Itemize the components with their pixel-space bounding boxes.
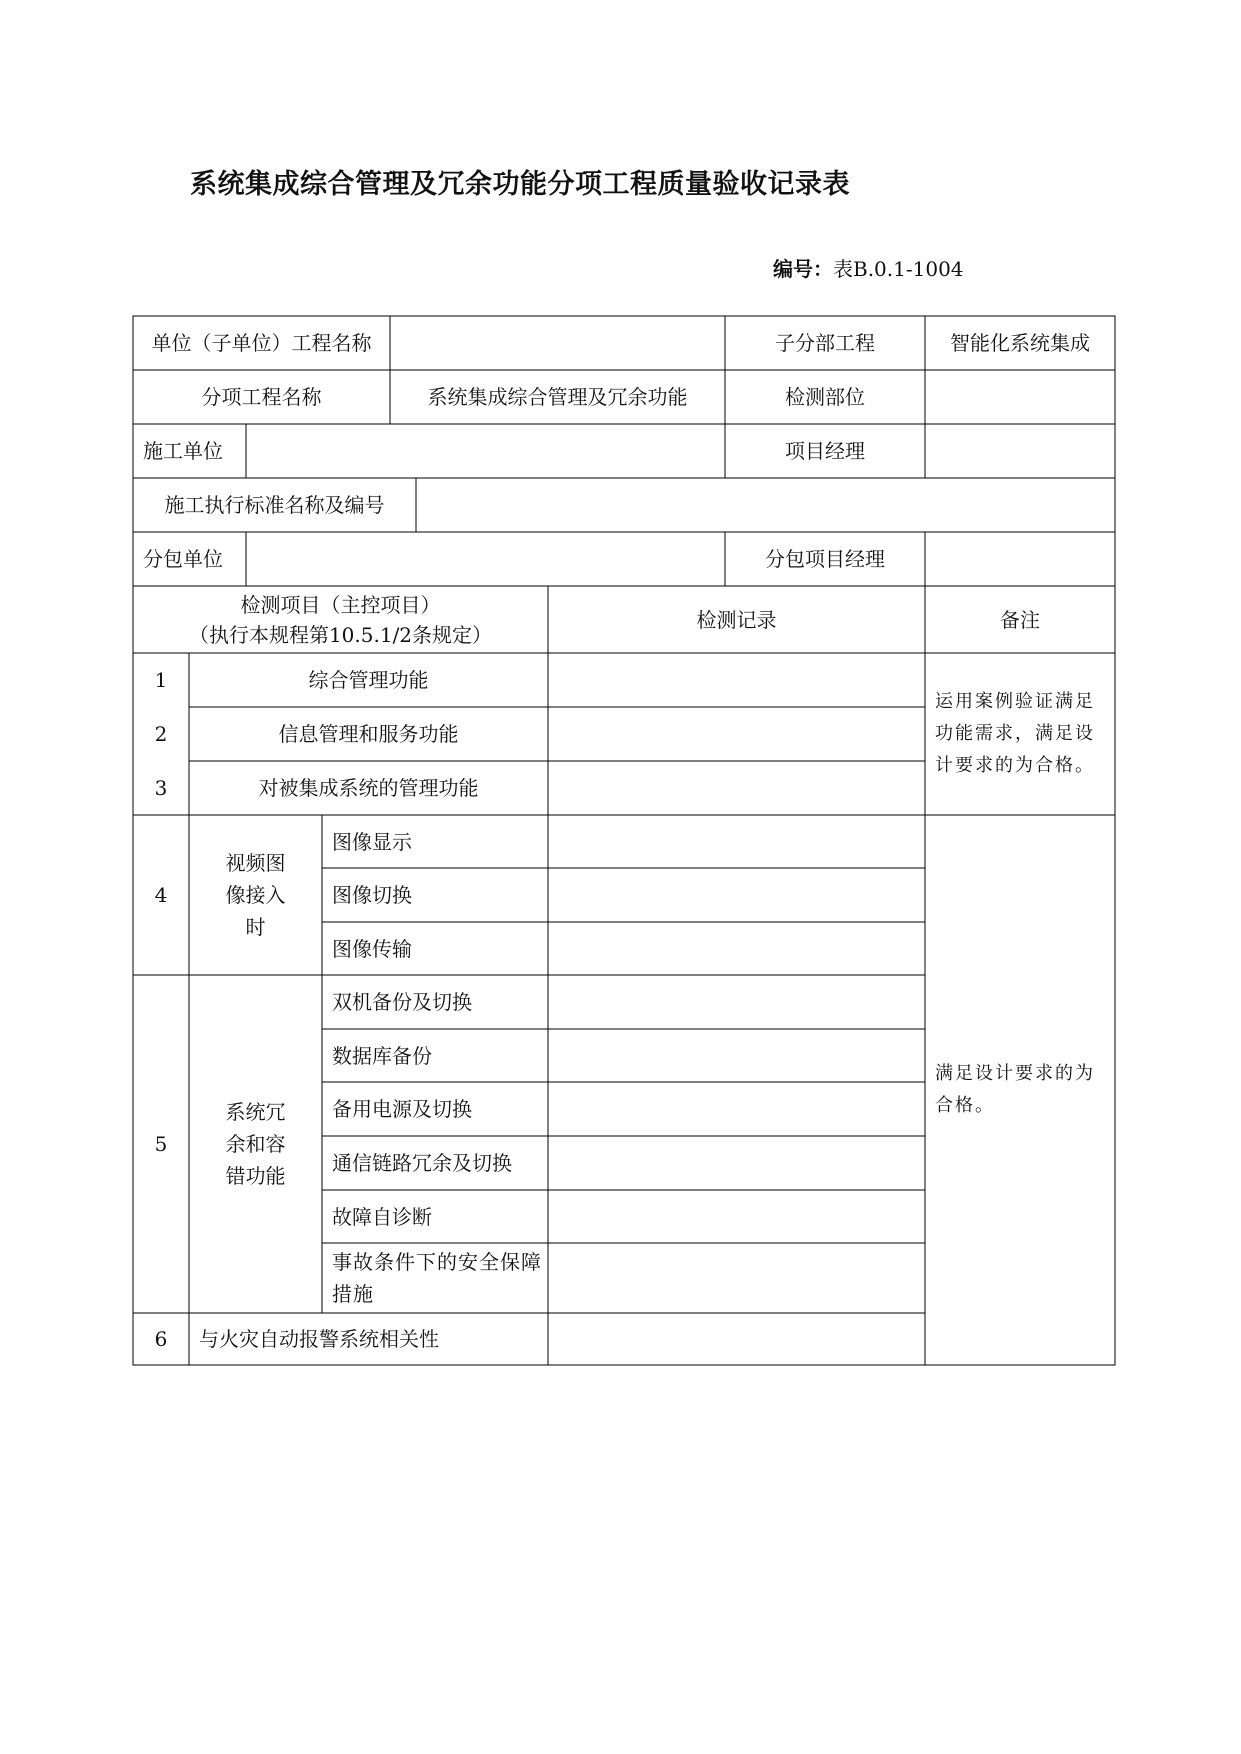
item-backup-power: 备用电源及切换 [332, 1097, 472, 1121]
inspection-item-header [133, 586, 548, 653]
item-link-redundancy: 通信链路冗余及切换 [332, 1151, 512, 1175]
record-field[interactable] [548, 1313, 925, 1365]
record-header: 检测记录 [696, 607, 777, 632]
item-comprehensive-management: 综合管理功能 [308, 668, 429, 692]
subcontractor-label: 分包单位 [143, 547, 223, 571]
item-name-value[interactable]: 系统集成综合管理及冗余功能 [427, 385, 688, 409]
remark-header: 备注 [1000, 607, 1040, 632]
record-field[interactable] [548, 1190, 925, 1243]
sub-division-value[interactable]: 智能化系统集成 [950, 331, 1090, 355]
sub-division-label: 子分部工程 [775, 331, 875, 355]
record-field[interactable] [548, 868, 925, 922]
record-field[interactable] [548, 922, 925, 975]
constructor-label: 施工单位 [143, 439, 223, 463]
inspection-item-header-line2: （执行本规程第10.5.1/2条规定） [188, 622, 493, 647]
record-field[interactable] [548, 1082, 925, 1136]
page-title: 系统集成综合管理及冗余功能分项工程质量验收记录表 [190, 169, 850, 200]
constructor-field[interactable] [246, 424, 725, 478]
record-field[interactable] [548, 653, 925, 707]
item-image-switch: 图像切换 [332, 883, 412, 907]
item-integrated-system-management: 对被集成系统的管理功能 [258, 776, 479, 800]
row-number: 2 [154, 722, 168, 746]
document-number-value: 表B.0.1-1004 [833, 257, 964, 281]
item-image-transmission: 图像传输 [332, 936, 412, 961]
row-number: 4 [154, 883, 168, 907]
row-number: 6 [154, 1327, 168, 1351]
item-image-display: 图像显示 [332, 829, 412, 854]
group-redundancy-fault-tolerance: 系统冗余和容错功能 [225, 1100, 286, 1188]
record-field[interactable] [548, 1136, 925, 1190]
record-field[interactable] [548, 1029, 925, 1082]
record-field[interactable] [548, 1243, 925, 1313]
record-field[interactable] [548, 975, 925, 1029]
row-number: 3 [154, 776, 168, 800]
sub-project-manager-label: 分包项目经理 [765, 547, 885, 571]
item-database-backup: 数据库备份 [332, 1043, 432, 1068]
standard-label: 施工执行标准名称及编号 [164, 493, 385, 517]
row-number: 5 [154, 1132, 168, 1156]
record-field[interactable] [548, 761, 925, 815]
unit-project-name-label: 单位（子单位）工程名称 [151, 331, 372, 355]
record-field[interactable] [548, 707, 925, 761]
item-safety-measures: 事故条件下的安全保障措施 [332, 1250, 542, 1306]
item-name-label: 分项工程名称 [201, 385, 322, 409]
project-manager-label: 项目经理 [785, 439, 865, 463]
item-information-service: 信息管理和服务功能 [278, 722, 459, 746]
document-number-label: 编号： [773, 257, 833, 281]
record-field[interactable] [548, 815, 925, 868]
remark-rows-4-6: 满足设计要求的为合格。 [935, 1063, 1095, 1116]
remark-rows-1-3: 运用案例验证满足功能需求，满足设计要求的为合格。 [935, 691, 1095, 776]
sub-project-manager-field[interactable] [925, 532, 1115, 586]
row-number: 1 [154, 668, 168, 692]
inspection-item-header-line1: 检测项目（主控项目） [240, 592, 441, 617]
inspection-part-label: 检测部位 [785, 385, 865, 409]
item-fire-alarm-correlation: 与火灾自动报警系统相关性 [199, 1327, 439, 1351]
item-dual-machine-backup: 双机备份及切换 [332, 990, 472, 1014]
inspection-part-field[interactable] [925, 370, 1115, 424]
item-self-diagnosis: 故障自诊断 [332, 1204, 432, 1229]
subcontractor-field[interactable] [246, 532, 725, 586]
unit-project-name-field[interactable] [390, 316, 725, 370]
standard-field[interactable] [416, 478, 1115, 532]
project-manager-field[interactable] [925, 424, 1115, 478]
group-video-access: 视频图像接入时 [225, 851, 286, 939]
